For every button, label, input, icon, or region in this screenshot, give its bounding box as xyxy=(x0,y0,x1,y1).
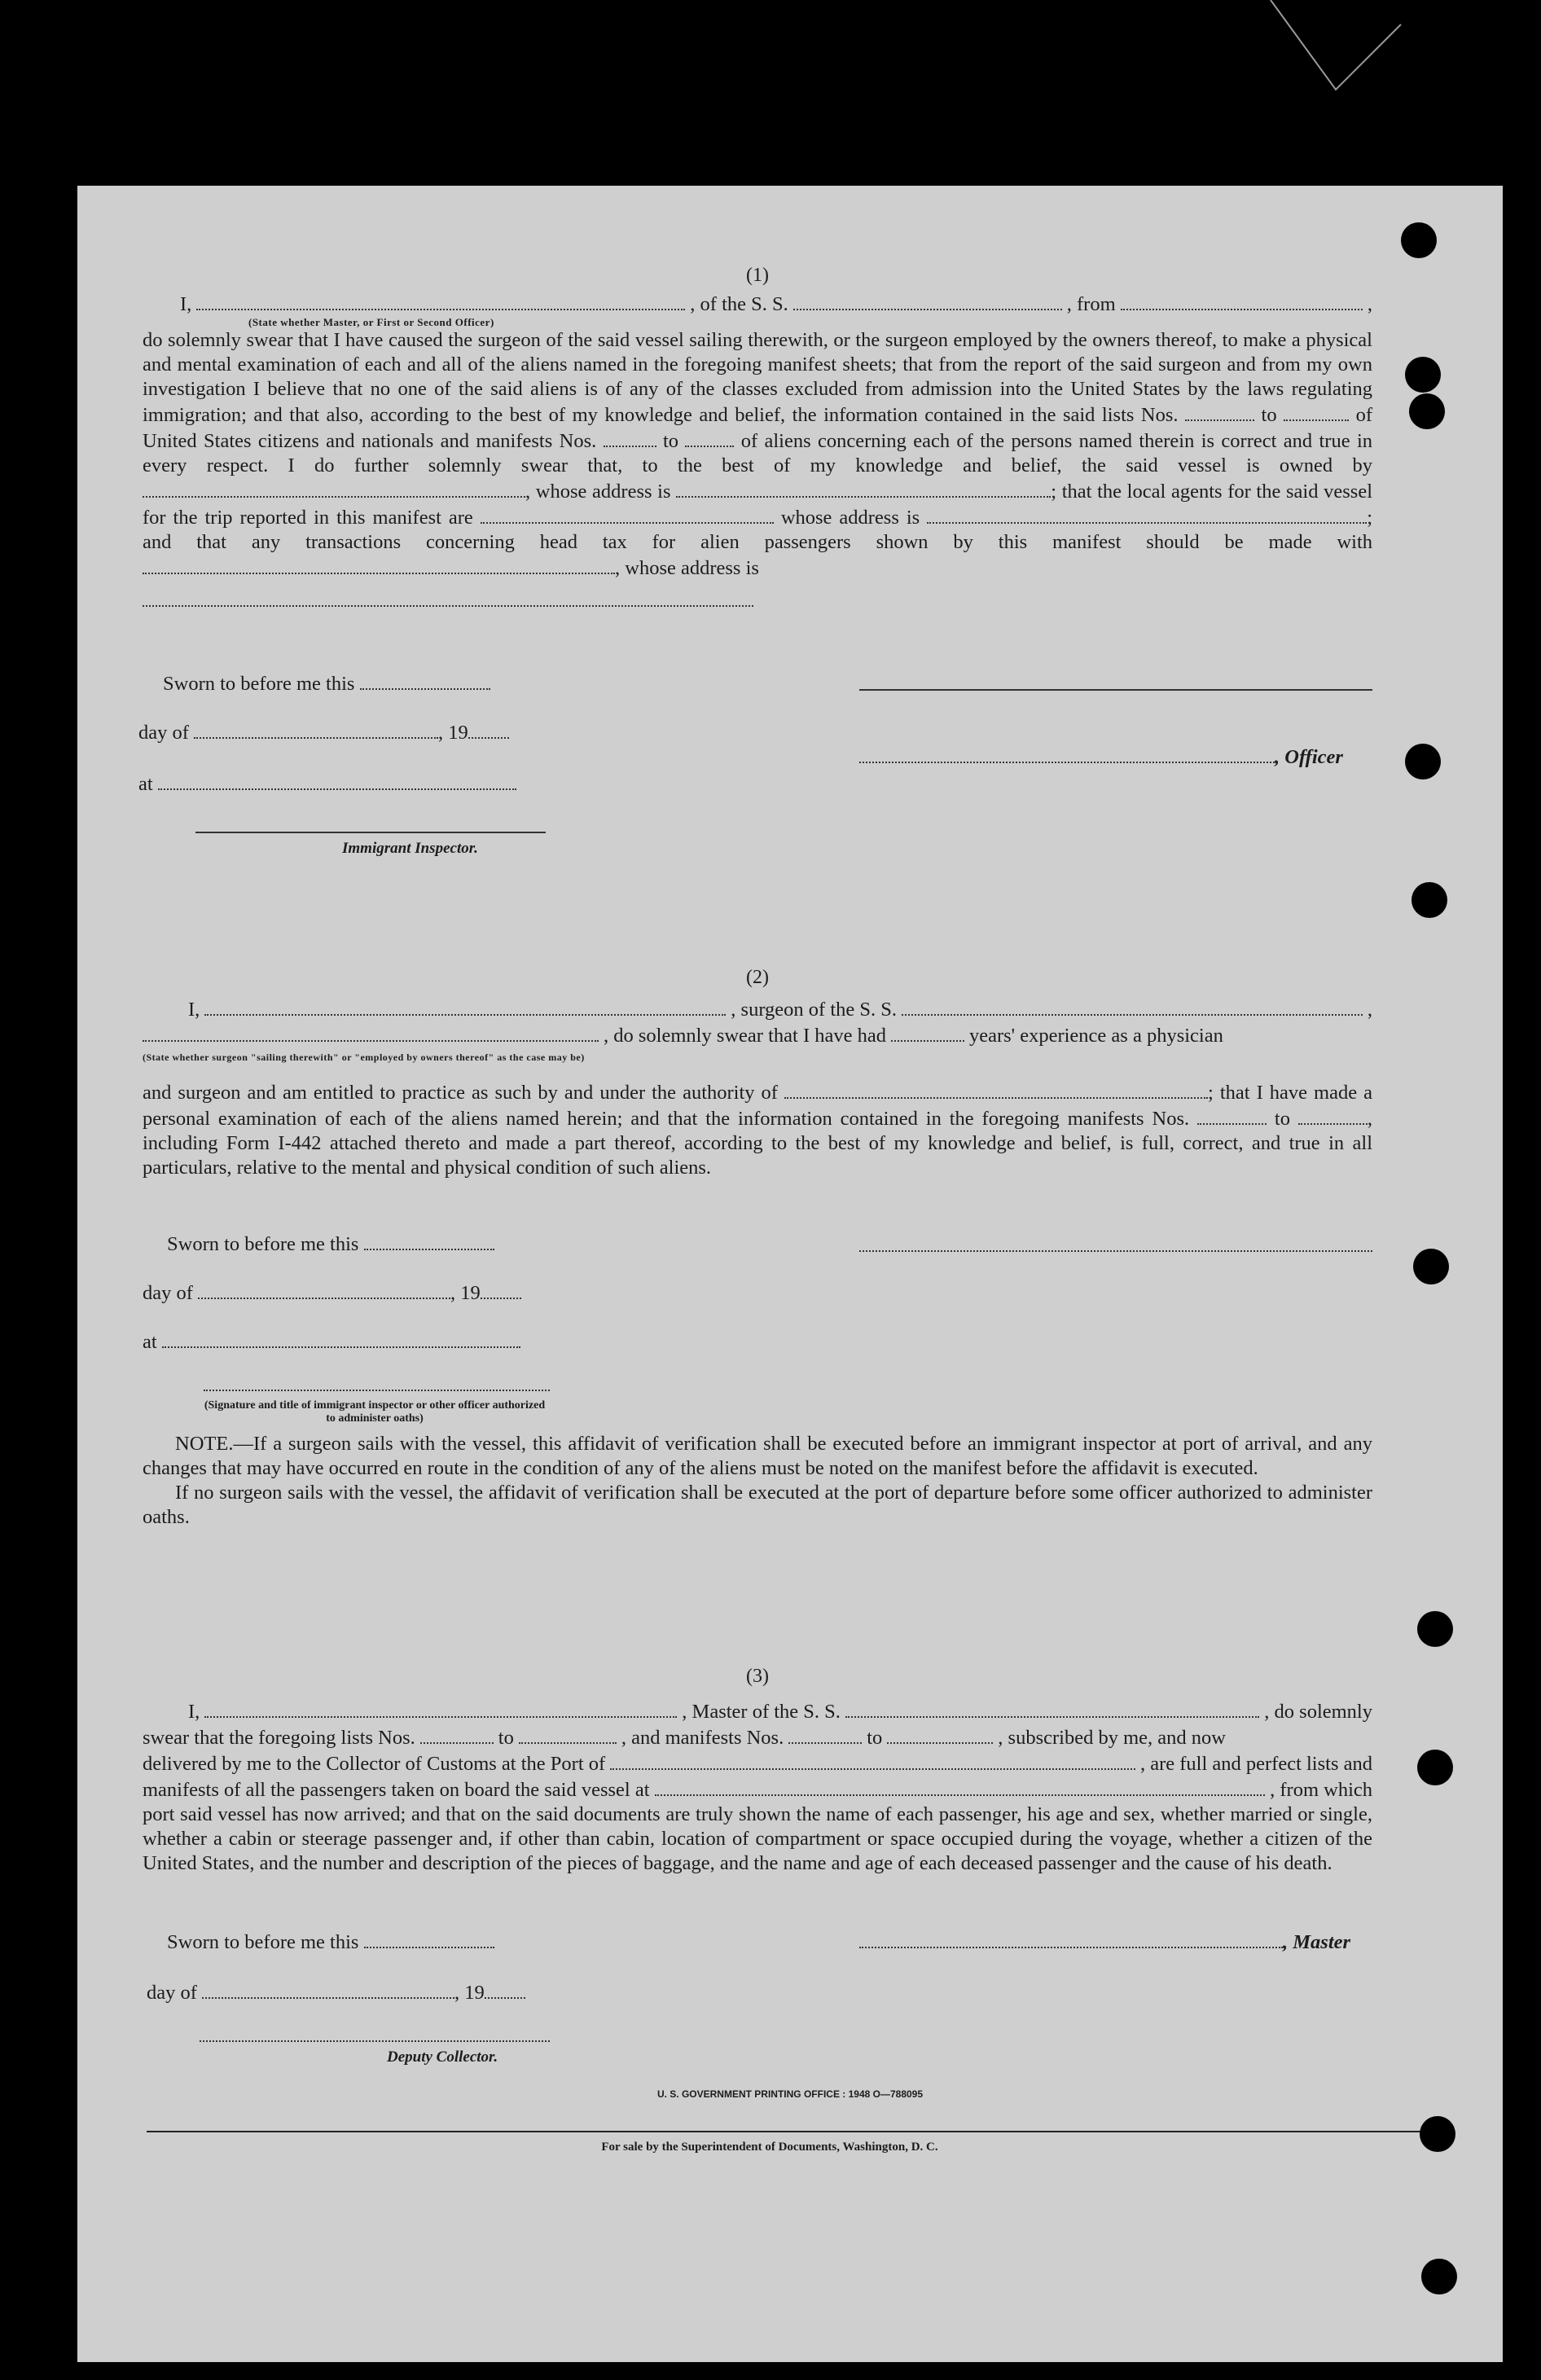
torn-corner-mark xyxy=(1238,0,1433,106)
surgeon-line-1: I, , surgeon of the S. S. , xyxy=(143,996,1372,1022)
for-sale-note: For sale by the Superintendent of Documents, Washington, D. C. xyxy=(601,2141,938,2154)
surgeon-line-2: , do solemnly swear that I have had years' experience as a physician xyxy=(143,1022,1372,1048)
s1-officer-signature-field[interactable] xyxy=(859,744,1275,763)
lists-to-field[interactable] xyxy=(1284,402,1349,421)
section-1-body: do solemnly swear that I have caused the surgeon of the said vessel sailing therewith, or the surgeon employed by the owners thereof, to make a physical and mental examination of each and all of the aliens named in the foregoing manifest sheets; that from the report of the said surgeon and from my own investigation I believe that no one of the said aliens is of any of the classes excluded from admission into the United States by the laws regulating immigration; and that also, according to the best of my knowledge and belief, the information contained in the said lists Nos. to of United States citizens and nationals and manifests Nos. to of aliens concerning each of the persons named therein is correct and true in every respect. I do further solemnly swear that, to the best of my knowledge and belief, the said vessel is owned by , whose address is ; that the local agents for the said vessel for the trip reported in this manifest are whose address is ; and that any transactions concerning head tax for alien passengers shown by this manifest should be made with , whose address is xyxy=(143,329,1373,579)
s2-sworn-day-field[interactable] xyxy=(364,1231,494,1250)
agents-address-field[interactable] xyxy=(927,504,1367,524)
lists-line: swear that the foregoing lists Nos. to , and manifests Nos. to , subscribed by me, and now xyxy=(143,1724,1372,1750)
s2-month-field[interactable] xyxy=(198,1280,450,1299)
binder-hole xyxy=(1417,1611,1453,1647)
s3-day-of: day of , 19 xyxy=(147,1979,525,2005)
officer-line: I, , of the S. S. , from , xyxy=(143,291,1372,317)
s1-signature-line-1[interactable] xyxy=(859,689,1372,691)
binder-hole xyxy=(1413,1249,1449,1284)
manifests-from-field[interactable] xyxy=(604,428,656,447)
footer-rule xyxy=(147,2131,1442,2132)
binder-hole xyxy=(1421,2259,1457,2294)
owner-field[interactable] xyxy=(143,478,525,498)
port-field[interactable] xyxy=(610,1750,1135,1770)
printing-office: U. S. GOVERNMENT PRINTING OFFICE : 1948 O—788095 xyxy=(656,2088,924,2100)
s3-master: , Master xyxy=(859,1929,1350,1954)
port-line: delivered by me to the Collector of Customs at the Port of , are full and perfect lists and xyxy=(143,1750,1372,1776)
affidavit-2 xyxy=(143,965,1372,1180)
s3-master-signature-field[interactable] xyxy=(859,1929,1283,1948)
affidavit-1 xyxy=(143,263,1372,613)
years-field[interactable] xyxy=(891,1022,964,1042)
note-2: If no surgeon sails with the vessel, the affidavit of verification shall be executed at the port of departure before some officer authorized to administer oaths. xyxy=(143,1482,1372,1528)
binder-hole xyxy=(1405,744,1441,779)
s3-lists-from-field[interactable] xyxy=(420,1724,494,1744)
surgeon-status-field[interactable] xyxy=(143,1022,599,1042)
s2-inspector-line[interactable] xyxy=(204,1390,550,1391)
master-line: I, , Master of the S. S. , do solemnly xyxy=(143,1698,1372,1724)
section-3-heading: (3) xyxy=(746,1666,769,1687)
s1-at-field[interactable] xyxy=(158,771,516,790)
s2-at: at xyxy=(143,1328,520,1354)
s3-collector-line[interactable] xyxy=(200,2040,550,2042)
from-port-field[interactable] xyxy=(1121,291,1363,310)
s2-signature-line[interactable] xyxy=(859,1250,1372,1252)
owner-address-field[interactable] xyxy=(676,478,1051,498)
binder-hole xyxy=(1405,357,1441,393)
s3-manifests-from-field[interactable] xyxy=(788,1724,862,1744)
head-tax-contact-field[interactable] xyxy=(143,555,615,574)
section-1-heading: (1) xyxy=(746,265,769,286)
s2-manifest-to-field[interactable] xyxy=(1298,1105,1368,1125)
s3-year-field[interactable] xyxy=(485,1979,525,1999)
s1-officer: , Officer xyxy=(859,744,1343,769)
lists-from-field[interactable] xyxy=(1185,402,1254,421)
s1-inspector-line[interactable] xyxy=(195,832,546,833)
form-sheet xyxy=(77,186,1503,2362)
s1-day-of: day of , 19 xyxy=(138,719,509,744)
binder-hole xyxy=(1417,1750,1453,1785)
s3-manifests-to-field[interactable] xyxy=(887,1724,993,1744)
manifests-to-field[interactable] xyxy=(685,428,734,447)
section-3-body: port said vessel has now arrived; and that on the said documents are truly shown the name of each passenger, his age and sex, whether married or single, whether a cabin or steerage passenger and, if other than cabin, location of compartment or space occupied during the voyage, whether a citizen of the United States, and the number and description of the pieces of baggage, and the name and age of each deceased passenger and the cause of his death. xyxy=(143,1803,1372,1874)
head-tax-address-field[interactable] xyxy=(143,587,753,607)
s3-sworn: Sworn to before me this xyxy=(167,1929,494,1954)
s2-year-field[interactable] xyxy=(481,1280,521,1299)
binder-hole xyxy=(1409,393,1445,429)
authority-field[interactable] xyxy=(784,1079,1208,1099)
binder-hole xyxy=(1401,222,1437,258)
surgeon-name-field[interactable] xyxy=(204,996,726,1016)
note-1: NOTE.—If a surgeon sails with the vessel, this affidavit of verification shall be executed before an immigrant inspector at port of arrival, and any changes that may have occurred en route in the condition of any of the aliens must be noted on the manifest before the affidavit is executed. xyxy=(143,1433,1372,1479)
s1-caption: Immigrant Inspector. xyxy=(342,840,478,857)
s1-sworn-day-field[interactable] xyxy=(360,670,490,690)
surgeon-hint: (State whether surgeon "sailing therewith" or "employed by owners thereof" as the case may be) xyxy=(143,1052,585,1063)
s1-month-field[interactable] xyxy=(194,719,438,739)
affidavit-3 xyxy=(143,1664,1372,1876)
taken-at-line: manifests of all the passengers taken on board the said vessel at , from which xyxy=(143,1776,1372,1803)
notes xyxy=(143,1432,1372,1530)
officer-hint: (State whether Master, or First or Second Officer) xyxy=(248,316,494,328)
s2-vessel-field[interactable] xyxy=(902,996,1363,1016)
binder-hole xyxy=(1411,882,1447,918)
taken-at-field[interactable] xyxy=(655,1776,1266,1796)
master-name-field[interactable] xyxy=(204,1698,677,1718)
s3-caption: Deputy Collector. xyxy=(387,2048,498,2066)
s3-lists-to-field[interactable] xyxy=(519,1724,617,1744)
s3-vessel-field[interactable] xyxy=(845,1698,1259,1718)
s3-sworn-day-field[interactable] xyxy=(364,1929,494,1948)
local-agents-field[interactable] xyxy=(481,504,774,524)
s2-at-field[interactable] xyxy=(162,1328,520,1348)
binder-hole xyxy=(1420,2116,1455,2152)
officer-name-field[interactable] xyxy=(196,291,685,310)
s1-year-field[interactable] xyxy=(468,719,509,739)
section-2-body: and surgeon and am entitled to practice as such by and under the authority of ; that I have made a personal examination of each of the aliens named herein; and that the information contained in the foregoing manifests Nos. to , including Form I-442 attached thereto and made a part thereof, according to the best of my knowledge and belief, is full, correct, and true in all particulars, relative to the mental and physical condition of such aliens. xyxy=(143,1079,1372,1180)
s1-sworn: Sworn to before me this xyxy=(163,670,490,696)
s2-sworn: Sworn to before me this xyxy=(167,1231,494,1256)
s2-caption: (Signature and title of immigrant inspector or other officer authorized to administer oaths) xyxy=(204,1399,546,1425)
s1-at: at xyxy=(138,771,516,796)
vessel-name-field[interactable] xyxy=(793,291,1062,310)
section-2-heading: (2) xyxy=(746,967,769,988)
s2-manifest-from-field[interactable] xyxy=(1197,1105,1267,1125)
s2-day-of: day of , 19 xyxy=(143,1280,521,1305)
s3-month-field[interactable] xyxy=(202,1979,454,1999)
